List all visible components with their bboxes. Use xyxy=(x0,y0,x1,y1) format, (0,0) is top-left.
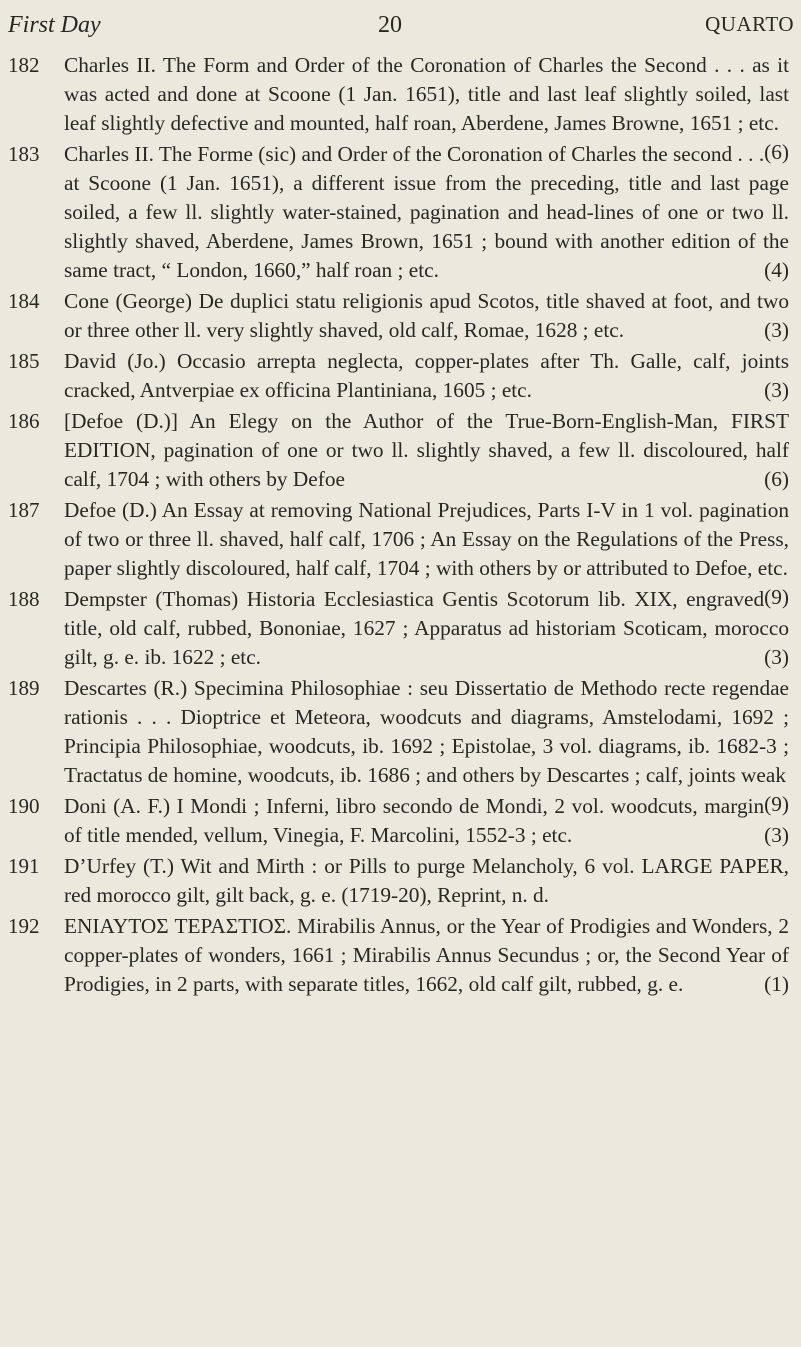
lot-count: (3) xyxy=(764,823,789,847)
lot-number: 185 xyxy=(8,349,40,373)
lot-count: (3) xyxy=(764,378,789,402)
lot-number: 184 xyxy=(8,289,40,313)
lot-count: (4) xyxy=(764,258,789,282)
lot-description xyxy=(64,674,789,816)
lot-number: 191 xyxy=(8,854,40,878)
lot-text: Cone (George) De duplici statu religionis apud Scotos, title shaved at foot, and two or three other ll. very slightly shaved, old calf, Romae, 1628 ; etc. xyxy=(64,289,789,342)
lot-count: (3) xyxy=(764,645,789,669)
page-header xyxy=(8,12,794,42)
lot-entry-191 xyxy=(0,852,801,910)
page-number: 20 xyxy=(378,12,402,38)
lot-list xyxy=(0,51,801,1001)
lot-description xyxy=(64,140,789,285)
lot-count: (9) xyxy=(764,792,789,816)
lot-number: 188 xyxy=(8,587,40,611)
lot-description xyxy=(64,585,789,672)
lot-number: 189 xyxy=(8,676,40,700)
lot-count: (1) xyxy=(764,972,789,996)
lot-text: Defoe (D.) An Essay at removing National Prejudices, Parts I-V in 1 vol. pagination of two or three ll. shaved, half calf, 1706 ; An Essay on the Regulations of the Press, paper slightly discoloured, half calf, 1704 ; with others by or attributed to Defoe, etc. xyxy=(64,498,789,580)
lot-description xyxy=(64,287,789,345)
day-heading: First Day xyxy=(8,12,101,38)
lot-text: Dempster (Thomas) Historia Ecclesiastica Gentis Scotorum lib. XIX, engraved title, old calf, rubbed, Bononiae, 1627 ; Apparatus ad historiam Scoticam, morocco gilt, g. e. ib. 1622 ; etc. xyxy=(64,587,789,669)
lot-entry-183 xyxy=(0,140,801,285)
lot-description xyxy=(64,347,789,405)
lot-entry-192 xyxy=(0,912,801,999)
lot-number: 187 xyxy=(8,498,40,522)
lot-entry-184 xyxy=(0,287,801,345)
lot-description xyxy=(64,407,789,494)
lot-text: Doni (A. F.) I Mondi ; Inferni, libro secondo de Mondi, 2 vol. woodcuts, margin of title mended, vellum, Vinegia, F. Marcolini, 1552-3 ; etc. xyxy=(64,794,765,847)
lot-number: 186 xyxy=(8,409,40,433)
lot-count: (3) xyxy=(764,318,789,342)
lot-text: ENIAYTOΣ TEPAΣTIOΣ. Mirabilis Annus, or the Year of Prodigies and Wonders, 2 copper-plates of wonders, 1661 ; Mirabilis Annus Secundus ; or, the Second Year of Prodigies, in 2 parts, with separate titles, 1662, old calf gilt, rubbed, g. e. xyxy=(64,914,789,996)
lot-number: 192 xyxy=(8,914,40,938)
lot-entry-185 xyxy=(0,347,801,405)
lot-number: 182 xyxy=(8,53,40,77)
lot-text: D’Urfey (T.) Wit and Mirth : or Pills to purge Melancholy, 6 vol. LARGE PAPER, red morocco gilt, gilt back, g. e. (1719-20), Reprint, n. d. xyxy=(64,854,789,907)
lot-count: (6) xyxy=(764,140,789,164)
lot-text: [Defoe (D.)] An Elegy on the Author of the True-Born-English-Man, FIRST EDITION, pagination of one or two ll. slightly shaved, a few ll. discoloured, half calf, 1704 ; with others by Defoe xyxy=(64,409,789,491)
lot-count: (6) xyxy=(764,467,789,491)
lot-number: 190 xyxy=(8,794,40,818)
lot-count: (9) xyxy=(764,585,789,609)
lot-number: 183 xyxy=(8,142,40,166)
lot-entry-188 xyxy=(0,585,801,672)
lot-text: Charles II. The Forme (sic) and Order of the Coronation of Charles the second . . . at Scoone (1 Jan. 1651), a different issue from the preceding, title and last page soiled, a few ll. slightly water-stained, pagination and head-lines of one or two ll. slightly shaved, Aberdene, James Brown, 1651 ; bound with another edition of the same tract, “ London, 1660,” half roan ; etc. xyxy=(64,142,789,282)
lot-entry-186 xyxy=(0,407,801,494)
lot-description xyxy=(64,51,789,164)
lot-description xyxy=(64,496,789,609)
lot-entry-190 xyxy=(0,792,801,850)
format-heading: QUARTO xyxy=(705,12,794,36)
lot-text: Descartes (R.) Specimina Philosophiae : seu Dissertatio de Methodo recte regendae rationis . . . Dioptrice et Meteora, woodcuts and diagrams, Amstelodami, 1692 ; Principia Philosophiae, woodcuts, ib. 1692 ; Epistolae, 3 vol. diagrams, ib. 1682-3 ; Tractatus de homine, woodcuts, ib. 1686 ; and others by Descartes ; calf, joints weak xyxy=(64,676,789,787)
lot-text: David (Jo.) Occasio arrepta neglecta, copper-plates after Th. Galle, calf, joints cracked, Antverpiae ex officina Plantiniana, 1605 ; etc. xyxy=(64,349,789,402)
lot-text: Charles II. The Form and Order of the Coronation of Charles the Second . . . as it was acted and done at Scoone (1 Jan. 1651), title and last leaf slightly soiled, last leaf slightly defective and mounted, half roan, Aberdene, James Browne, 1651 ; etc. xyxy=(64,53,789,135)
lot-description xyxy=(64,792,789,850)
lot-description xyxy=(64,912,789,999)
lot-description xyxy=(64,852,789,910)
